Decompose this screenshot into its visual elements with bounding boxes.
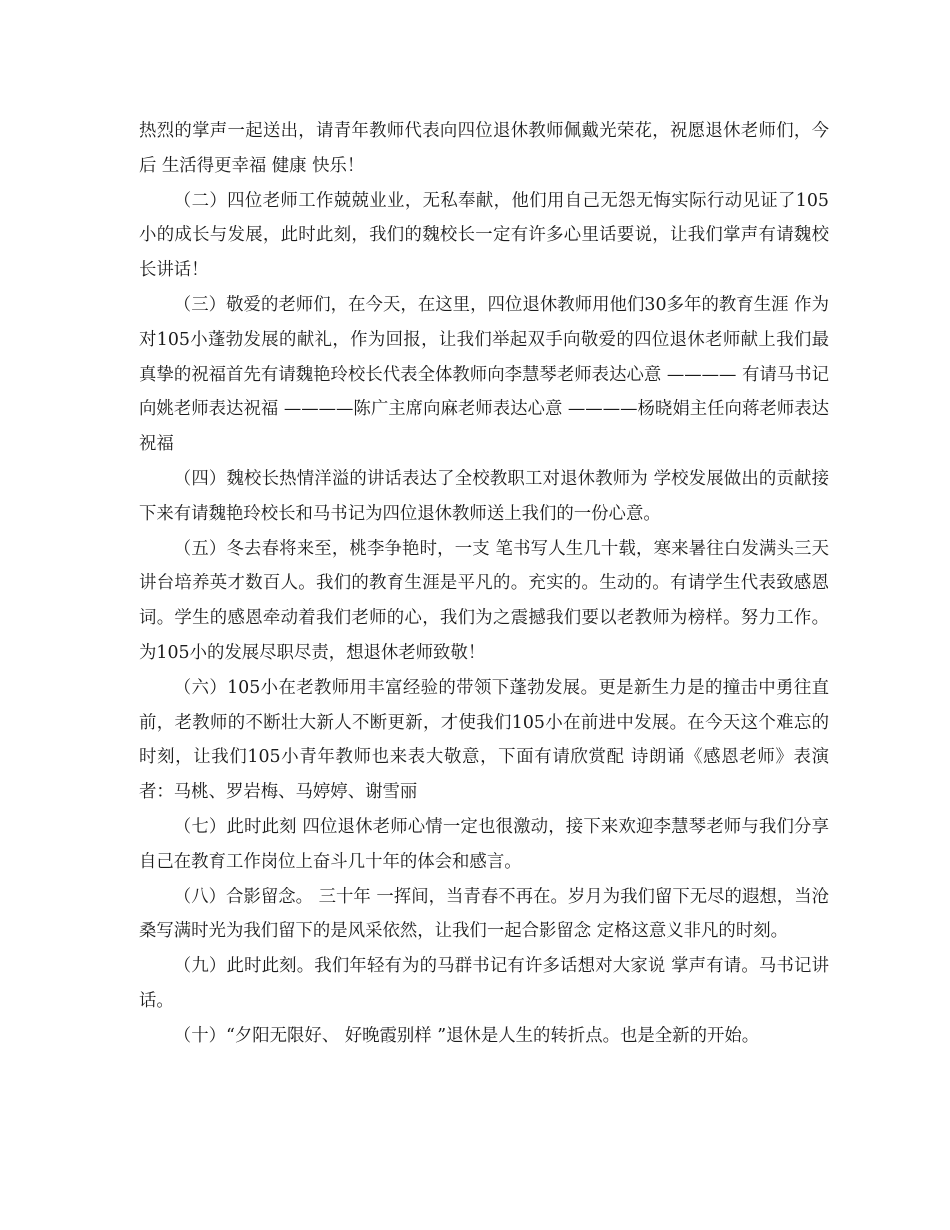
paragraph-item-9: （九）此时此刻。我们年轻有为的马群书记有许多话想对大家说 掌声有请。马书记讲话。 (139, 956, 829, 1011)
paragraph-item-3: （三）敬爱的老师们，在今天，在这里，四位退休教师用他们30多年的教育生涯 作为对105小蓬勃发展的献礼，作为回报，让我们举起双手向敬爱的四位退休老师献上我们最真挚的祝福首先有请魏艳玲校长代表全体教师向李慧琴老师表达心意 ———— 有请马书记向姚老师表达祝福 ————陈广主席向麻老师表达心意 ————杨晓娟主任向蒋老师表达祝福 (139, 294, 829, 455)
paragraph-item-2: （二）四位老师工作兢兢业业，无私奉献，他们用自己无怨无悔实际行动见证了105小的成长与发展，此时此刻，我们的魏校长一定有许多心里话要说，让我们掌声有请魏校长讲话！ (139, 190, 829, 281)
paragraph-continuation: 热烈的掌声一起送出，请青年教师代表向四位退休教师佩戴光荣花，祝愿退休老师们，今后 生活得更幸福 健康 快乐！ (139, 121, 829, 176)
paragraph-item-10: （十）“夕阳无限好、 好晚霞别样 ”退休是人生的转折点。也是全新的开始。 (173, 1025, 760, 1046)
paragraph-item-5: （五）冬去春将来至，桃李争艳时，一支 笔书写人生几十载，寒来暑往白发满头三天讲台培养英才数百人。我们的教育生涯是平凡的。充实的。生动的。有请学生代表致感恩词。学生的感恩牵动着我们老师的心，我们为之震撼我们要以老教师为榜样。努力工作。为105小的发展尽职尽责，想退休老师致敬！ (139, 538, 829, 663)
paragraph-item-6: （六）105小在老教师用丰富经验的带领下蓬勃发展。更是新生力是的撞击中勇往直前，老教师的不断壮大新人不断更新，才使我们105小在前进中发展。在今天这个难忘的时刻，让我们105小青年教师也来表大敬意，下面有请欣赏配 诗朗诵《感恩老师》表演者：马桃、罗岩梅、马婷婷、谢雪丽 (139, 677, 829, 803)
paragraph-item-8: （八）合影留念。 三十年 一挥间，当青春不再在。岁月为我们留下无尽的遐想，当沧桑写满时光为我们留下的是风采依然，让我们一起合影留念 定格这意义非凡的时刻。 (139, 886, 829, 942)
paragraph-item-4: （四）魏校长热情洋溢的讲话表达了全校教职工对退休教师为 学校发展做出的贡献接下来有请魏艳玲校长和马书记为四位退休教师送上我们的一份心意。 (139, 468, 829, 524)
paragraph-item-7: （七）此时此刻 四位退休老师心情一定也很激动，接下来欢迎李慧琴老师与我们分享自己在教育工作岗位上奋斗几十年的体会和感言。 (139, 816, 829, 872)
document-body (139, 114, 829, 1054)
